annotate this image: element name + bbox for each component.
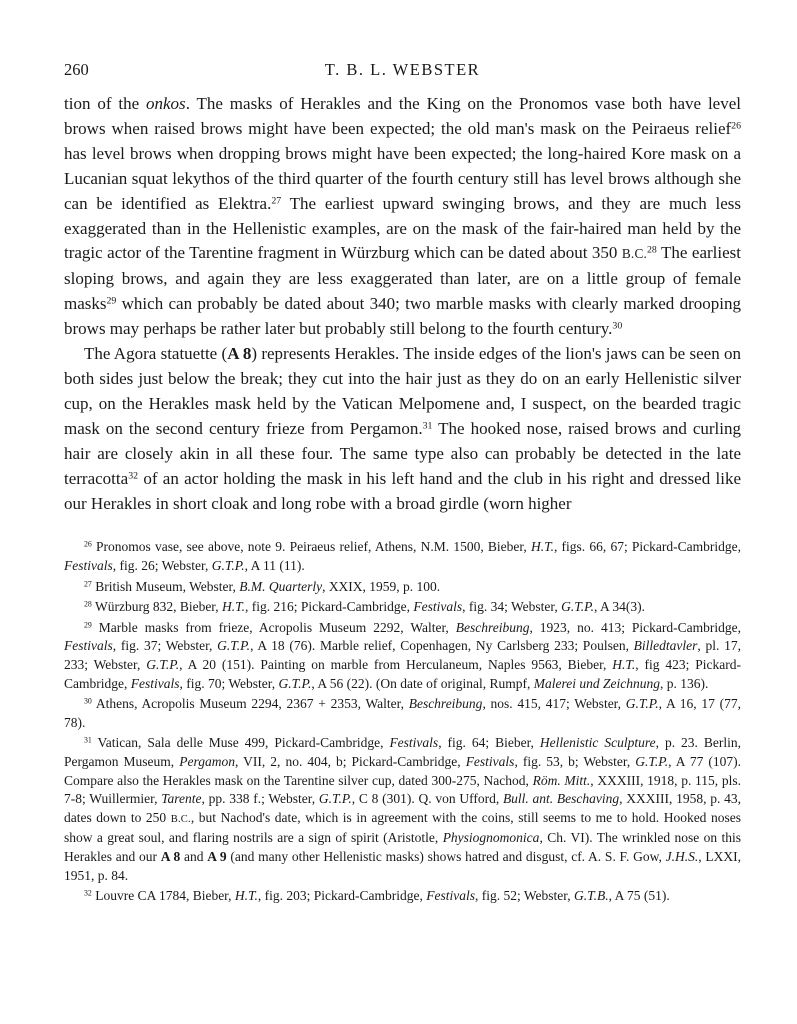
paragraph-1: [64, 92, 741, 342]
footnote-number: 26: [84, 540, 92, 550]
running-title: T. B. L. WEBSTER: [324, 60, 481, 79]
page-number: 260: [64, 60, 89, 79]
footnote-30: $^{30}$ Athens, Acropolis Museum 2294, 2367 + 2353, Walter, Beschreibung, nos. 415, 417; Webster, G.T.P., A 16, 17 (77, 78).: [64, 696, 741, 730]
footnote-ref-29[interactable]: 29: [106, 295, 117, 307]
text-run: ) represents Herakles. The inside edges of the lion's jaws can be seen on both sides just below the break; they cut into the hair just as they do on an early Hellenistic silver cup, on the Herakles mask held by the Vatican Melpomene and, I suspect, on the bearded tragic mask on the second century frieze from Pergamon.: [64, 344, 742, 438]
footnote-number: 30: [84, 696, 92, 706]
footnote-27: $^{27}$ British Museum, Webster, B.M. Quarterly, XXIX, 1959, p. 100.: [84, 578, 441, 594]
page-header: [64, 52, 741, 82]
footnote-number: 32: [84, 888, 92, 898]
footnote-ref-32[interactable]: 32: [128, 470, 139, 482]
footnote-ref-26[interactable]: 26: [731, 120, 741, 132]
text-run: . The masks of Herakles and the King on the Pronomos vase both have level brows when raised brows might have been expected; the old man's mask on the Peiraeus relief: [64, 94, 741, 138]
footnote-ref-31[interactable]: 31: [422, 420, 433, 432]
page: [64, 52, 741, 906]
footnote-ref-28[interactable]: 28: [647, 245, 657, 257]
text-run: tion of the: [64, 94, 147, 113]
text-run: of an actor holding the mask in his left hand and the club in his right and dressed like our Herakles in short cloak and long robe with a broad girdle (worn higher: [64, 468, 741, 513]
footnote-32: $^{32}$ Louvre CA 1784, Bieber, H.T., fig. 203; Pickard-Cambridge, Festivals, fig. 52; Webster, G.T.B., A 75 (51).: [84, 888, 670, 904]
italic-term: onkos: [146, 94, 186, 113]
text-run: The hooked nose, raised brows and curling hair are closely akin in all these four. The same type also can probably be detected in the late terracotta: [64, 418, 742, 488]
footnote-number: 28: [84, 599, 92, 609]
footnote-number: 31: [84, 736, 92, 746]
body-text: [64, 92, 741, 516]
text-run: has level brows when dropping brows might have been expected; the long-haired Kore mask on a Lucanian squat lekythos of the third quarter of the fourth century still has level brows although she can be identified as Elektra.: [64, 143, 741, 213]
text-run: which can probably be dated about 340; two marble masks with clearly marked drooping brows may perhaps be rather later but probably still belong to the fourth century.: [64, 294, 741, 339]
footnote-ref-27[interactable]: 27: [271, 195, 282, 207]
footnote-28: $^{28}$ Würzburg 832, Bieber, H.T., fig. 216; Pickard-Cambridge, Festivals, fig. 34; Webster, G.T.P., A 34(3).: [84, 599, 646, 615]
footnote-ref-30[interactable]: 30: [612, 320, 623, 332]
footnote-29: $^{29}$ Marble masks from frieze, Acropolis Museum 2292, Walter, Beschreibung, 1923, no. 413; Pickard-Cambridge, Festivals, fig. 37; Webster, G.T.P., A 18 (76). Marble relief, Copenhagen, Ny Carlsberg 233; Poulsen, Billedtavler, pl. 17, 233; Webster, G.T.P., A 20 (151). Painting on marble from Herculaneum, Naples 9563, Bieber, H.T., fig 423; Pickard-Cambridge, Festivals, fig. 70; Webster, G.T.P., A 56 (22). (On date of original, Rumpf, Malerei und Zeichnung, p. 136).: [64, 619, 742, 691]
catalogue-ref: A 8: [227, 344, 252, 364]
footnotes: [64, 538, 741, 905]
paragraph-2: [64, 342, 741, 516]
text-run: The Agora statuette (: [84, 344, 228, 364]
era-abbrev: B.C.: [621, 246, 647, 262]
footnote-31: $^{31}$ Vatican, Sala delle Muse 499, Pickard-Cambridge, Festivals, fig. 64; Bieber, Hellenistic Sculpture, p. 23. Berlin, Pergamon Museum, Pergamon, VII, 2, no. 404, b; Pickard-Cambridge, Festivals, fig. 53, b; Webster, G.T.P., A 77 (107). Compare also the Herakles mask on the Tarentine silver cup, dated 300-275, Nachod, Röm. Mitt., XXXIII, 1918, p. 115, pls. 7-8; Wuillermier, Tarente, pp. 338 f.; Webster, G.T.P., C 8 (301). Q. von Ufford, Bull. ant. Beschaving, XXXIII, 1958, p. 43, dates down to 250 B.C., but Nachod's date, which is in agreement with the coins, still seems to me to hold. Hooked noses show a great soul, and flaring nostrils are a sign of spirit (Aristotle, Physiognomonica, Ch. VI). The wrinkled nose on this Herakles and our A 8 and A 9 (and many other Hellenistic masks) shows hatred and disgust, cf. A. S. F. Gow, J.H.S., LXXI, 1951, p. 84.: [64, 735, 741, 883]
footnote-number: 27: [84, 579, 92, 589]
text-run: The earliest upward swinging brows, and they are much less exaggerated than in the Hellenistic examples, are on the mask of the fair-haired man held by the tragic actor of the Tarentine fragment in Würzburg which can be dated about 350: [64, 193, 741, 263]
footnote-26: $^{26}$ Pronomos vase, see above, note 9. Peiraeus relief, Athens, N.M. 1500, Bieber, H.T., figs. 66, 67; Pickard-Cambridge, Festivals, fig. 26; Webster, G.T.P., A 11 (11).: [64, 539, 741, 573]
footnote-number: 29: [84, 620, 92, 630]
text-run: The earliest sloping brows, and again they are less exaggerated than later, are on a little group of female masks: [64, 243, 741, 314]
